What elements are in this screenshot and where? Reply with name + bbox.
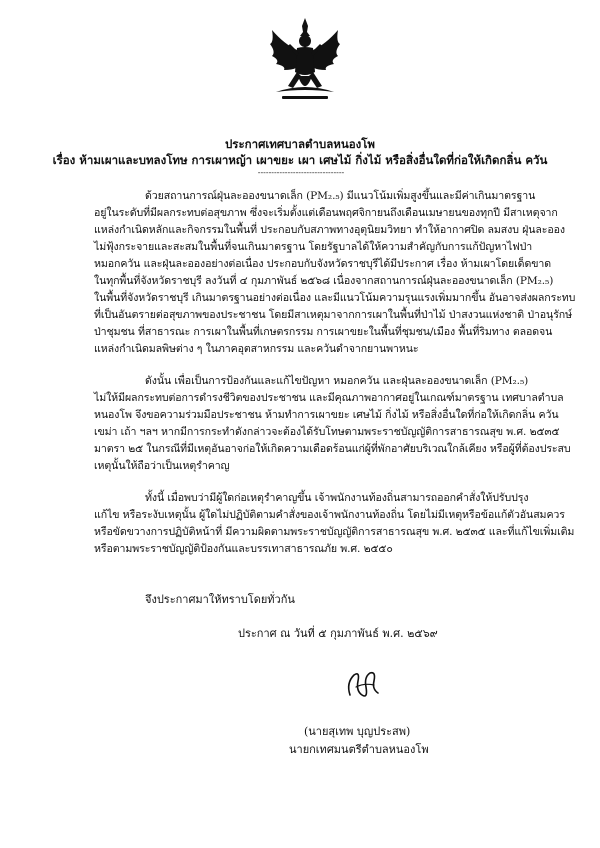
- paragraph-line: หรือตามพระราชบัญญัติป้องกันและบรรเทาสาธารณภัย พ.ศ. ๒๕๕๐: [94, 543, 393, 555]
- paragraph-line: ในพื้นที่จังหวัดราชบุรี เกินมาตรฐานอย่างต่อเนื่อง และมีแนวโน้มความรุนแรงเพิ่มมากขึ้น อันอาจส่งผลกระทบ: [94, 292, 576, 304]
- announcement-date: ประกาศ ณ วันที่ ๕ กุมภาพันธ์ พ.ศ. ๒๕๖๙: [238, 627, 438, 640]
- garuda-emblem-icon: [266, 16, 344, 104]
- paragraph-line: เหตุนั้นให้ถือว่าเป็นเหตุรำคาญ: [94, 460, 230, 472]
- paragraph-line: หนองโพ จึงขอความร่วมมือประชาชน ห้ามทำการเผาขยะ เศษไม้ กิ่งไม้ หรือสิ่งอื่นใดที่ก่อให้เกิดกลิ่น ควัน: [94, 409, 559, 421]
- paragraph-line: ในทุกพื้นที่จังหวัดราชบุรี ลงวันที่ ๔ กุมภาพันธ์ ๒๕๖๘ เนื่องจากสถานการณ์ฝุ่นละอองขนาดเล็ก (PM₂.₅): [94, 275, 554, 287]
- paragraph-line: มาตรา ๒๕ ในกรณีที่มีเหตุอันอาจก่อให้เกิดความเดือดร้อนแก่ผู้ที่พักอาศัยบริเวณใกล้เคียง หรือผู้ที่ต้องประสบ: [94, 443, 571, 455]
- paragraph-line: แก้ไข หรือระงับเหตุนั้น ผู้ใดไม่ปฏิบัติตามคำสั่งของเจ้าพนักงานท้องถิ่น โดยไม่มีเหตุหรือข้อแก้ตัวอันสมควร: [94, 509, 565, 521]
- signature-icon: [342, 665, 386, 707]
- paragraph-line: ป่าชุมชน ที่สาธารณะ การเผาในพื้นที่เกษตรกรรม การเผาขยะในพื้นที่ชุมชน/เมือง พื้นที่ริมทาง ตลอดจน: [94, 326, 553, 338]
- paragraph-line: ทั้งนี้ เมื่อพบว่ามีผู้ใดก่อเหตุรำคาญขึ้น เจ้าพนักงานท้องถิ่นสามารถออกคำสั่งให้ปรับปรุง: [145, 492, 529, 504]
- paragraph-line: เขม่า เถ้า ฯลฯ หากมีการกระทำดังกล่าวจะต้องได้รับโทษตามพระราชบัญญัติการสาธารณสุข พ.ศ. ๒๕๓๕: [94, 426, 560, 438]
- paragraph-line: อยู่ในระดับที่มีผลกระทบต่อสุขภาพ ซึ่งจะเริ่มตั้งแต่เดือนพฤศจิกายนถึงเดือนเมษายนของทุกปี มีสาเหตุจาก: [94, 207, 558, 219]
- paragraph-line: ด้วยสถานการณ์ฝุ่นละอองขนาดเล็ก (PM₂.₅) มีแนวโน้มเพิ่มสูงขึ้นและมีค่าเกินมาตรฐาน: [145, 190, 536, 202]
- announce-statement: จึงประกาศมาให้ทราบโดยทั่วกัน: [145, 593, 295, 606]
- paragraph-line: ไม่ให้มีผลกระทบต่อการดำรงชีวิตของประชาชน และมีคุณภาพอากาศอยู่ในเกณฑ์มาตรฐาน เทศบาลตำบล: [94, 392, 564, 404]
- paragraph-line: หมอกควัน และฝุ่นละอองอย่างต่อเนื่อง ประกอบกับจังหวัดราชบุรีได้มีประกาศ เรื่อง ห้ามเผาโดยเด็ดขาด: [94, 258, 551, 270]
- announcement-title: ประกาศเทศบาลตำบลหนองโพ: [225, 137, 375, 151]
- signer-position: นายกเทศมนตรีตำบลหนองโพ: [289, 743, 429, 756]
- paragraph-line: ที่เป็นอันตรายต่อสุขภาพของประชาชน โดยมีสาเหตุมาจากการเผาในพื้นที่ป่าไม้ ป่าสงวนแห่งชาติ ป่าอนุรักษ์: [94, 309, 572, 321]
- signer-name: (นายสุเทพ บุญประสพ): [304, 725, 411, 738]
- paragraph-line: หรือขัดขวางการปฏิบัติหน้าที่ มีความผิดตามพระราชบัญญัติการสาธารณสุข พ.ศ. ๒๕๓๕ และที่แก้ไขเพิ่มเติม: [94, 526, 575, 538]
- paragraph-line: แหล่งกำเนิดหลักและกิจกรรมในพื้นที่ ประกอบกับสภาพทางอุตุนิยมวิทยา ทำให้อากาศปิด ลมสงบ ฝุ่นละออง: [94, 224, 565, 236]
- paragraph-line: ไม่ฟุ้งกระจายและสะสมในพื้นที่จนเกินมาตรฐาน โดยรัฐบาลได้ให้ความสำคัญกับการแก้ปัญหาไฟป่า: [94, 241, 533, 253]
- announcement-subject: เรื่อง ห้ามเผาและบทลงโทษ การเผาหญ้า เผาขยะ เผา เศษไม้ กิ่งไม้ หรือสิ่งอื่นใดที่ก่อให้เกิดกลิ่น ควัน: [52, 153, 548, 167]
- separator-line: --------------------------------: [257, 168, 345, 177]
- paragraph-line: แหล่งกำเนิดมลพิษต่าง ๆ ในภาคอุตสาหกรรม และควันดำจากยานพาหนะ: [94, 343, 419, 355]
- paragraph-line: ดังนั้น เพื่อเป็นการป้องกันและแก้ไขปัญหา หมอกควัน และฝุ่นละอองขนาดเล็ก (PM₂.₅): [145, 375, 529, 387]
